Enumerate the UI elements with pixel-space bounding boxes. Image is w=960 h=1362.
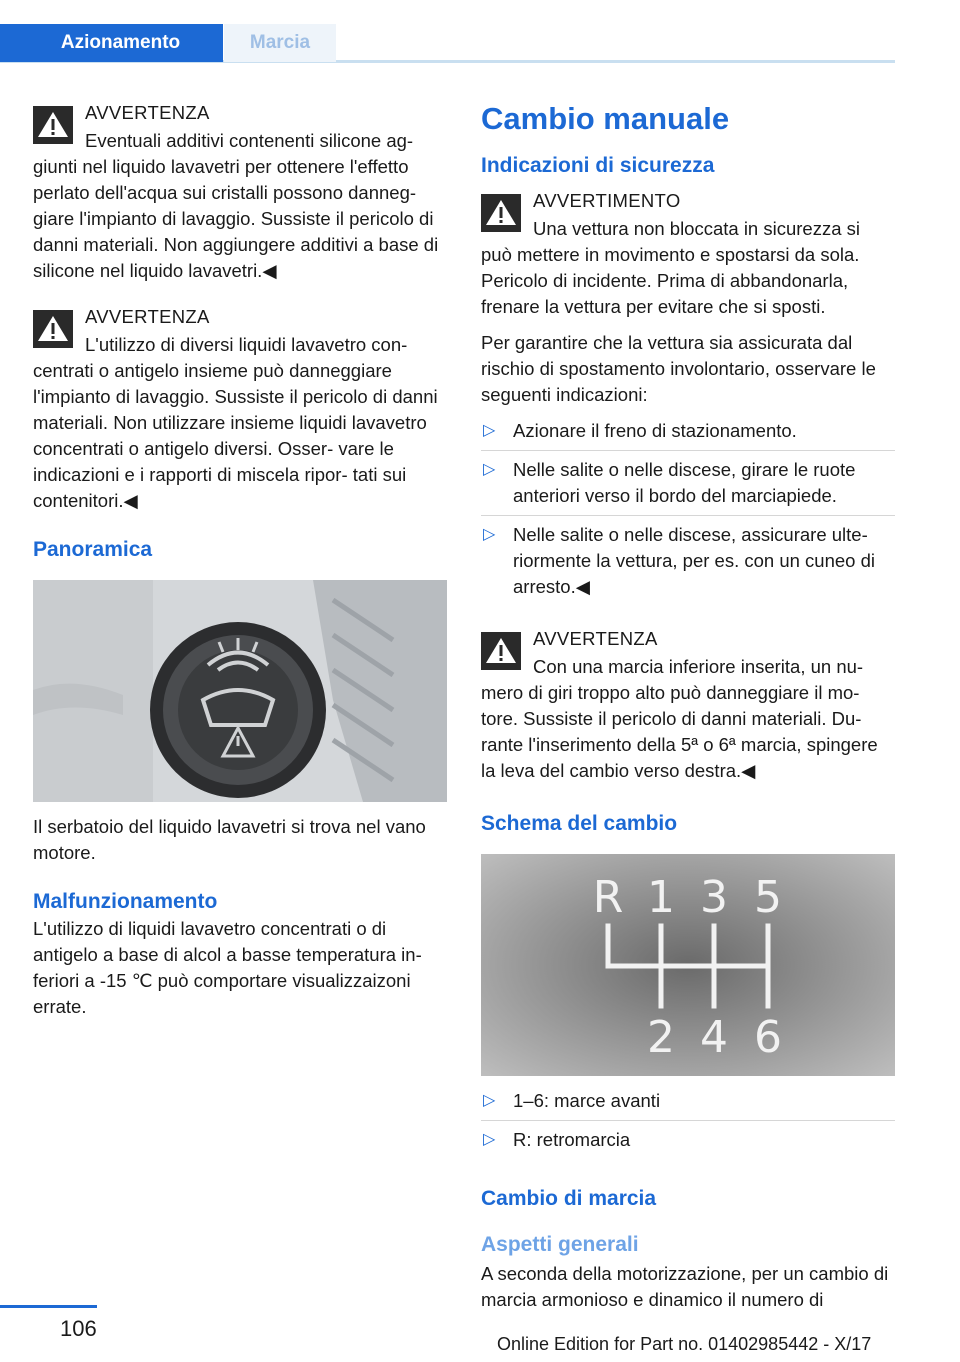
- gear-list: [481, 1088, 895, 1159]
- warning-block: [481, 626, 895, 784]
- panoramica-text: Il serbatoio del liquido lavavetri si trova nel vano motore.: [33, 816, 426, 863]
- gear-label-r: R: [592, 872, 624, 923]
- gear-label-5: 5: [754, 872, 782, 923]
- washer-reservoir-photo: [33, 580, 447, 802]
- gear-label-1: 1: [647, 872, 675, 923]
- section-heading-sicurezza: Indicazioni di sicurezza: [481, 154, 715, 177]
- bullet-triangle-icon: ▷: [483, 1092, 496, 1109]
- list-item-text: Azionare il freno di stazionamento.: [513, 420, 797, 441]
- warning-triangle-icon: [481, 194, 521, 232]
- warning-text: può mettere in movimento e spostarsi da sola. Pericolo di incidente. Prima di abbandonarla, frenare la vettura per evitare che si sposti.: [481, 244, 860, 317]
- safety-list: [481, 418, 895, 606]
- warning-text: mero di giri troppo alto può danneggiare il mo‐ tore. Sussiste il pericolo di danni materiali. Du‐ rante l'inserimento della 5ª o 6ª marcia, spingere la leva del cambio verso destra.◀: [481, 682, 878, 781]
- warning-triangle-icon: [481, 632, 521, 670]
- list-item: [481, 418, 895, 451]
- warning-block: [33, 304, 447, 514]
- warning-text-first: L'utilizzo di diversi liquidi lavavetro con‐: [85, 334, 408, 355]
- list-item: [481, 1088, 895, 1121]
- left-column: [33, 100, 447, 1020]
- page-number: 106: [60, 1316, 97, 1341]
- gear-label-6: 6: [754, 1012, 782, 1063]
- bullet-triangle-icon: ▷: [483, 422, 496, 439]
- page-title: Cambio manuale: [481, 101, 730, 136]
- list-item-text: Nelle salite o nelle discese, girare le ruote anteriori verso il bordo del marciapiede.: [513, 459, 856, 506]
- aspetti-text: A seconda della motorizzazione, per un cambio di marcia armonioso e dinamico il numero di: [481, 1263, 889, 1310]
- footer-rule: [0, 1305, 97, 1308]
- warning-title: AVVERTENZA: [533, 628, 658, 649]
- list-item-text: R: retromarcia: [513, 1129, 631, 1150]
- gear-label-2: 2: [647, 1012, 675, 1063]
- warning-block: [33, 100, 447, 284]
- tab-marcia[interactable]: Marcia: [224, 24, 336, 62]
- list-item-text: Nelle salite o nelle discese, assicurare ulte‐ riormente la vettura, per es. con un cuneo di arresto.◀: [513, 524, 875, 597]
- warning-text: centrati o antigelo insieme può danneggiare l'impianto di lavaggio. Sussiste il pericolo di danni materiali. Non utilizzare insieme liquidi lavavetro concentrati o antigelo diversi. Osser‐ vare le indicazioni e i rapporti di miscela ripor‐ tati sui contenitori.◀: [33, 360, 438, 511]
- warning-title: AVVERTENZA: [85, 102, 210, 123]
- tab-azionamento[interactable]: Azionamento: [0, 24, 223, 62]
- section-heading-panoramica: Panoramica: [33, 538, 153, 561]
- warning-title: AVVERTIMENTO: [533, 190, 681, 211]
- edition-text: Online Edition for Part no. 01402985442 - X/17: [497, 1334, 872, 1354]
- gear-shift-pattern-figure: [481, 854, 895, 1076]
- section-heading-malfunzionamento: Malfunzionamento: [33, 890, 218, 913]
- bullet-triangle-icon: ▷: [483, 1131, 496, 1148]
- warning-text: giunti nel liquido lavavetri per ottenere l'effetto perlato dell'acqua sui cristalli possono danneg‐ giare l'impianto di lavaggio. Sussiste il pericolo di danni materiali. Non aggiungere additivi a base di silicone nel liquido lavavetri.◀: [33, 156, 439, 281]
- malfunzionamento-text: L'utilizzo di liquidi lavavetro concentrati o di antigelo a base di alcol a basse temperatura in‐ feriori a -15 ℃ può comportare visualizzaizoni errate.: [33, 918, 422, 1017]
- warning-text-first: Con una marcia inferiore inserita, un nu‐: [533, 656, 864, 677]
- warning-triangle-icon: [33, 106, 73, 144]
- warning-text-first: Eventuali additivi contenenti silicone ag‐: [85, 130, 414, 151]
- gear-label-4: 4: [700, 1012, 728, 1063]
- warning-text-first: Una vettura non bloccata in sicurezza si: [533, 218, 861, 239]
- right-column: [481, 100, 895, 1313]
- section-heading-schema: Schema del cambio: [481, 812, 678, 835]
- bullet-triangle-icon: ▷: [483, 526, 496, 543]
- gear-label-3: 3: [700, 872, 728, 923]
- warning-block: [481, 188, 895, 320]
- list-item: [481, 522, 895, 606]
- list-item: [481, 457, 895, 516]
- intro-text: Per garantire che la vettura sia assicurata dal rischio di spostamento involontario, osservare le seguenti indicazioni:: [481, 332, 876, 405]
- warning-triangle-icon: [33, 310, 73, 348]
- subheading-aspetti: Aspetti generali: [481, 1233, 639, 1256]
- bullet-triangle-icon: ▷: [483, 461, 496, 478]
- warning-title: AVVERTENZA: [85, 306, 210, 327]
- list-item: [481, 1127, 895, 1159]
- section-heading-cambio: Cambio di marcia: [481, 1187, 657, 1210]
- list-item-text: 1–6: marce avanti: [513, 1090, 661, 1111]
